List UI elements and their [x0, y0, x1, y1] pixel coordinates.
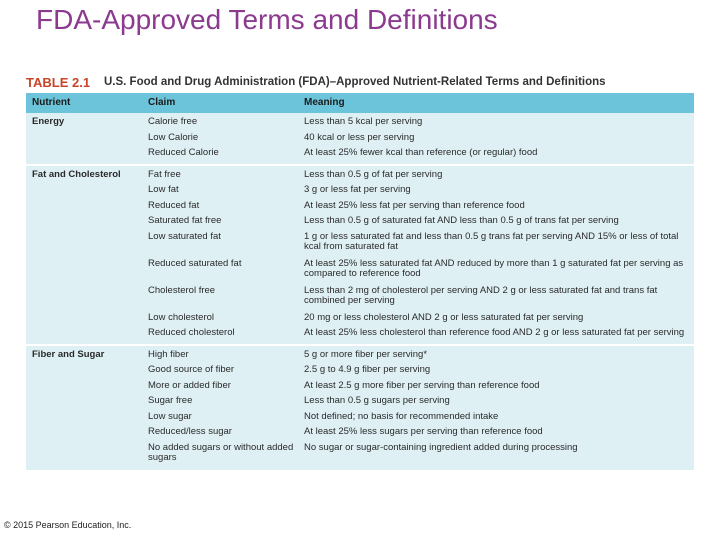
claim-text: Calorie free: [148, 116, 198, 127]
claim-text: Reduced/less sugar: [148, 426, 232, 437]
claim-text: Sugar free: [148, 395, 193, 406]
table-header-row: [26, 93, 694, 113]
claim-text: Low sugar: [148, 410, 192, 422]
meaning-text: No sugar or sugar-containing ingredient added during processing: [304, 441, 578, 453]
claim-text: Low Calorie: [148, 131, 199, 143]
meaning-cell: [298, 113, 694, 165]
claim-text: More or added fiber: [148, 379, 231, 391]
claim-text: Reduced cholesterol: [148, 327, 235, 338]
claim-text: Cholesterol free: [148, 284, 216, 296]
meaning-text: At least 25% less saturated fat AND reduced by more than 1 g saturated fat per serving as compared to reference food: [304, 257, 684, 279]
claim-text: Saturated fat free: [148, 215, 222, 226]
claim-cell: [142, 345, 298, 471]
nutrient-cell: Energy: [26, 113, 142, 165]
claim-text: High fiber: [148, 348, 189, 360]
table-caption: [26, 73, 694, 93]
slide-title: FDA-Approved Terms and Definitions: [36, 4, 498, 35]
claim-cell: [142, 165, 298, 345]
meaning-text: At least 25% less cholesterol than reference food AND 2 g or less saturated fat per serving: [304, 327, 685, 338]
table-label: TABLE 2.1: [26, 75, 91, 90]
meaning-text: At least 25% less sugars per serving than reference food: [304, 426, 543, 437]
claim-text: Reduced saturated fat: [148, 257, 242, 269]
table-group-row: [26, 345, 694, 471]
terms-table: [26, 93, 694, 472]
table-group-row: [26, 165, 694, 345]
meaning-cell: [298, 345, 694, 471]
nutrient-cell: Fiber and Sugar: [26, 345, 142, 471]
meaning-text: 2.5 g to 4.9 g fiber per serving: [304, 364, 431, 375]
header-nutrient: Nutrient: [26, 93, 142, 113]
claim-text: Reduced fat: [148, 199, 200, 211]
table-group-row: [26, 113, 694, 165]
meaning-text: 3 g or less fat per serving: [304, 184, 411, 195]
table-caption-text: U.S. Food and Drug Administration (FDA)–Approved Nutrient-Related Terms and Definitions: [104, 76, 606, 88]
meaning-text: 40 kcal or less per serving: [304, 131, 415, 143]
meaning-text: Less than 2 mg of cholesterol per serving AND 2 g or less saturated fat and trans fat combined per serving: [304, 284, 658, 306]
meaning-text: At least 25% fewer kcal than reference (or regular) food: [304, 147, 538, 158]
meaning-text: Less than 5 kcal per serving: [304, 116, 423, 127]
meaning-text: Not defined; no basis for recommended intake: [304, 410, 499, 422]
copyright-footer: © 2015 Pearson Education, Inc.: [4, 520, 132, 530]
nutrient-terms-table: [26, 73, 694, 472]
header-claim: Claim: [142, 93, 298, 113]
table-body: [26, 113, 694, 471]
meaning-text: At least 25% less fat per serving than reference food: [304, 199, 525, 211]
claim-text: Low fat: [148, 184, 179, 195]
claim-cell: [142, 113, 298, 165]
claim-text: No added sugars or without added sugars: [148, 441, 294, 463]
header-meaning: Meaning: [298, 93, 694, 113]
claim-text: Good source of fiber: [148, 364, 235, 375]
meaning-text: Less than 0.5 g sugars per serving: [304, 395, 450, 406]
meaning-text: At least 2.5 g more fiber per serving than reference food: [304, 379, 540, 391]
claim-text: Low cholesterol: [148, 311, 215, 323]
meaning-text: 20 mg or less cholesterol AND 2 g or less saturated fat per serving: [304, 311, 584, 323]
claim-text: Reduced Calorie: [148, 147, 219, 158]
meaning-cell: [298, 165, 694, 345]
claim-text: Low saturated fat: [148, 230, 221, 242]
meaning-text: Less than 0.5 g of saturated fat AND less than 0.5 g of trans fat per serving: [304, 215, 619, 226]
claim-text: Fat free: [148, 168, 181, 180]
meaning-text: 5 g or more fiber per serving*: [304, 348, 428, 360]
nutrient-cell: Fat and Cholesterol: [26, 165, 142, 345]
meaning-text: 1 g or less saturated fat and less than 0.5 g trans fat per serving AND 15% or less of total kcal from saturated fat: [304, 230, 679, 252]
meaning-text: Less than 0.5 g of fat per serving: [304, 168, 443, 180]
